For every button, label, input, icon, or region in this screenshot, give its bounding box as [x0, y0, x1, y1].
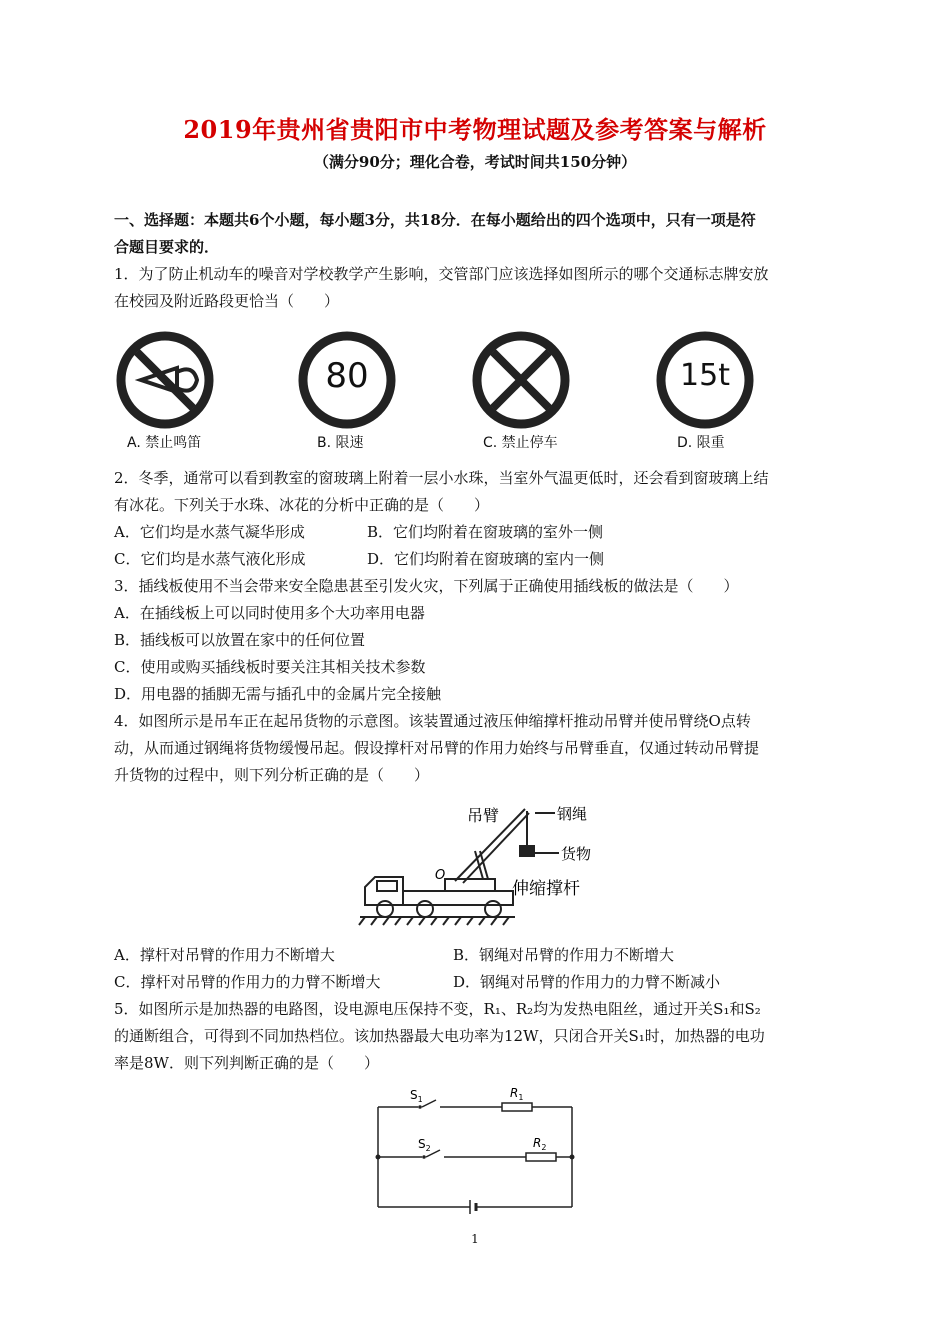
q4-option-d: D．钢绳对吊臂的作用力的力臂不断减小: [453, 973, 721, 991]
q5-stem-line3: 率是8W．则下列判断正确的是（ ）: [114, 1054, 379, 1072]
section-instructions-line1: 一、选择题：本题共6个小题，每小题3分，共18分．在每小题给出的四个选项中，只有一项是符: [114, 211, 756, 229]
switch-s2-label: $S_2$: [418, 1137, 431, 1153]
switch-s1-label: $S_1$: [410, 1088, 423, 1104]
q3-stem: 3．插线板使用不当会带来安全隐患甚至引发火灾，下列属于正确使用插线板的做法是（ ）: [114, 577, 739, 595]
weight-limit-value: 15t: [680, 358, 730, 393]
q1-stem-line2: 在校园及附近路段更恰当（ ）: [114, 292, 340, 310]
q3-option-d: D．用电器的插脚无需与插孔中的金属片完全接触: [114, 685, 442, 703]
page-subtitle: （满分90分；理化合卷，考试时间共150分钟）: [313, 153, 637, 171]
q1-stem-line1: 1．为了防止机动车的噪音对学校教学产生影响，交管部门应该选择如图所示的哪个交通标志牌安放: [114, 265, 769, 283]
sign-a-caption: A. 禁止鸣笛: [127, 435, 202, 451]
q5-stem-line1: 5．如图所示是加热器的电路图，设电源电压保持不变，R₁、R₂均为发热电阻丝，通过开关S₁和S₂: [114, 1000, 761, 1018]
section-instructions-line2: 合题目要求的．: [114, 238, 220, 256]
q2-option-b: B．它们均附着在窗玻璃的室外一侧: [367, 523, 604, 541]
sign-d-caption: D. 限重: [677, 435, 725, 451]
junction-left: [376, 1155, 381, 1160]
q4-option-b: B．钢绳对吊臂的作用力不断增大: [453, 946, 675, 964]
resistor-r1-label: $R_1$: [510, 1086, 524, 1102]
crane-cargo-label: 货物: [561, 845, 592, 863]
q2-option-d: D．它们均附着在窗玻璃的室内一侧: [367, 550, 605, 568]
no-horn-icon: [115, 330, 215, 430]
q3-option-a: A．在插线板上可以同时使用多个大功率用电器: [114, 604, 425, 622]
sign-b-caption: B. 限速: [317, 435, 364, 451]
q4-stem-line3: 升货物的过程中，则下列分析正确的是（ ）: [114, 766, 430, 784]
q2-option-a: A．它们均是水蒸气凝华形成: [114, 523, 305, 541]
junction-right: [570, 1155, 575, 1160]
page-number: 1: [471, 1232, 479, 1246]
crane-pivot-label: O: [435, 868, 446, 883]
q4-stem-line1: 4．如图所示是吊车正在起吊货物的示意图。该装置通过液压伸缩撑杆推动吊臂并使吊臂绕O点转: [114, 712, 751, 730]
q4-option-a: A．撑杆对吊臂的作用力不断增大: [114, 946, 335, 964]
q2-stem-line2: 有冰花。下列关于水珠、冰花的分析中正确的是（ ）: [114, 496, 490, 514]
switch-s2-contact: [422, 1155, 426, 1159]
q2-stem-line1: 2．冬季，通常可以看到教室的窗玻璃上附着一层小水珠，当室外气温更低时，还会看到窗玻璃上结: [114, 469, 769, 487]
circuit-wires: [378, 1100, 572, 1214]
crane-arm-label: 吊臂: [467, 806, 500, 825]
circuit-figure: [370, 1085, 580, 1220]
resistor-r2-label: $R_2$: [533, 1136, 547, 1152]
speed-limit-value: 80: [325, 356, 369, 396]
q3-option-c: C．使用或购买插线板时要关注其相关技术参数: [114, 658, 426, 676]
q5-stem-line2: 的通断组合，可得到不同加热档位。该加热器最大电功率为12W，只闭合开关S₁时，加热器的电功: [114, 1027, 765, 1045]
sign-c-caption: C. 禁止停车: [483, 435, 558, 451]
cargo-box: [519, 845, 535, 857]
crane-rope-label: 钢绳: [557, 805, 588, 823]
switch-s1-contact: [418, 1105, 422, 1109]
q3-option-b: B．插线板可以放置在家中的任何位置: [114, 631, 366, 649]
q4-stem-line2: 动，从而通过钢绳将货物缓慢吊起。假设撑杆对吊臂的作用力始终与吊臂垂直，仅通过转动吊臂提: [114, 739, 760, 757]
q4-option-c: C．撑杆对吊臂的作用力的力臂不断增大: [114, 973, 381, 991]
crane-strut-label: 伸缩撑杆: [512, 879, 580, 899]
crane-figure: [355, 795, 605, 930]
q2-option-c: C．它们均是水蒸气液化形成: [114, 550, 306, 568]
no-parking-icon: [471, 330, 571, 430]
page-title: 2019年贵州省贵阳市中考物理试题及参考答案与解析: [183, 115, 767, 144]
crane-drawing: [359, 809, 559, 925]
